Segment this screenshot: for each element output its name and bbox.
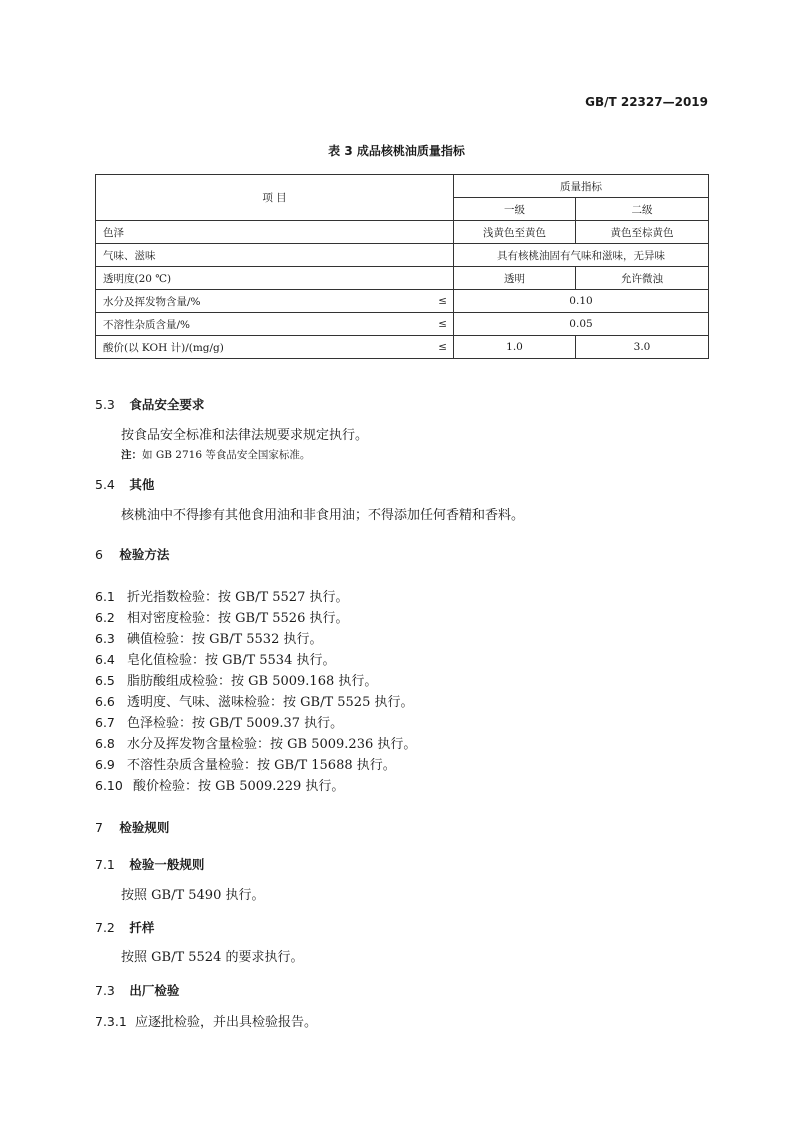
section-number: 7.3.1 xyxy=(95,1014,127,1029)
section-number: 7.3 xyxy=(95,983,115,998)
section-number: 6 xyxy=(95,547,103,562)
section-text: 应逐批检验，并出具检验报告。 xyxy=(135,1015,318,1030)
section-5-4-heading xyxy=(95,475,154,495)
section-number: 5.4 xyxy=(95,477,115,492)
section-6-heading xyxy=(95,545,169,565)
row-acid-g1: 1.0 xyxy=(454,336,576,359)
section-7-heading xyxy=(95,818,169,838)
section-title: 扦样 xyxy=(129,920,155,935)
section-7-3-heading xyxy=(95,981,179,1001)
head-item: 项 目 xyxy=(96,175,454,221)
section-number: 5.3 xyxy=(95,397,115,412)
table-title: 表 3 成品核桃油质量指标 xyxy=(328,144,465,158)
method-item: 6.8 水分及挥发物含量检验：按 GB 5009.236 执行。 xyxy=(95,736,417,752)
method-item: 6.7 色泽检验：按 GB/T 5009.37 执行。 xyxy=(95,715,344,731)
section-number: 7.2 xyxy=(95,920,115,935)
method-item: 6.9 不溶性杂质含量检验：按 GB/T 15688 执行。 xyxy=(95,757,396,773)
section-number: 7.1 xyxy=(95,857,115,872)
method-item: 6.3 碘值检验：按 GB/T 5532 执行。 xyxy=(95,631,323,647)
note-label: 注： xyxy=(121,449,142,461)
row-impurity-value: 0.05 xyxy=(454,313,709,336)
row-impurity-op: ≤ xyxy=(420,313,454,336)
section-5-3-text: 按食品安全标准和法律法规要求规定执行。 xyxy=(121,428,369,443)
section-title: 出厂检验 xyxy=(129,983,180,998)
method-item: 6.10 酸价检验：按 GB 5009.229 执行。 xyxy=(95,778,345,794)
section-title: 检验方法 xyxy=(119,547,170,562)
section-5-4-text: 核桃油中不得掺有其他食用油和非食用油；不得添加任何香精和香料。 xyxy=(121,508,525,523)
method-item: 6.2 相对密度检验：按 GB/T 5526 执行。 xyxy=(95,610,349,626)
section-5-3-note xyxy=(121,445,310,465)
standard-number: GB/T 22327—2019 xyxy=(585,95,708,109)
row-acid-op: ≤ xyxy=(420,336,454,359)
section-7-1-text: 按照 GB/T 5490 执行。 xyxy=(121,888,265,903)
method-item: 6.5 脂肪酸组成检验：按 GB 5009.168 执行。 xyxy=(95,673,378,689)
row-acid-g2: 3.0 xyxy=(576,336,709,359)
row-odor-label: 气味、滋味 xyxy=(96,244,454,267)
section-7-2-text: 按照 GB/T 5524 的要求执行。 xyxy=(121,950,304,965)
head-grade1: 一级 xyxy=(454,198,576,221)
section-5-3-heading xyxy=(95,395,204,415)
head-quality: 质量指标 xyxy=(454,175,709,198)
section-number: 7 xyxy=(95,820,103,835)
section-7-2-heading xyxy=(95,918,154,938)
row-odor-value: 具有核桃油固有气味和滋味，无异味 xyxy=(454,244,709,267)
section-title: 食品安全要求 xyxy=(129,397,205,412)
row-impurity-label: 不溶性杂质含量/% xyxy=(96,313,421,336)
section-title: 检验规则 xyxy=(119,820,170,835)
row-color-label: 色泽 xyxy=(96,221,454,244)
section-title: 检验一般规则 xyxy=(129,857,205,872)
section-7-3-1 xyxy=(95,1012,317,1033)
section-title: 其他 xyxy=(129,477,155,492)
row-color-g2: 黄色至棕黄色 xyxy=(576,221,709,244)
method-item: 6.1 折光指数检验：按 GB/T 5527 执行。 xyxy=(95,589,349,605)
section-7-1-heading xyxy=(95,855,204,875)
row-moisture-value: 0.10 xyxy=(454,290,709,313)
row-color-g1: 浅黄色至黄色 xyxy=(454,221,576,244)
row-transparency-g2: 允许微浊 xyxy=(576,267,709,290)
row-transparency-g1: 透明 xyxy=(454,267,576,290)
method-item: 6.4 皂化值检验：按 GB/T 5534 执行。 xyxy=(95,652,336,668)
quality-spec-table xyxy=(95,174,709,359)
method-item: 6.6 透明度、气味、滋味检验：按 GB/T 5525 执行。 xyxy=(95,694,414,710)
row-moisture-label: 水分及挥发物含量/% xyxy=(96,290,421,313)
row-moisture-op: ≤ xyxy=(420,290,454,313)
head-grade2: 二级 xyxy=(576,198,709,221)
note-text: 如 GB 2716 等食品安全国家标准。 xyxy=(142,449,311,461)
row-acid-label: 酸价(以 KOH 计)/(mg/g) xyxy=(96,336,421,359)
row-transparency-label: 透明度(20 ℃) xyxy=(96,267,454,290)
